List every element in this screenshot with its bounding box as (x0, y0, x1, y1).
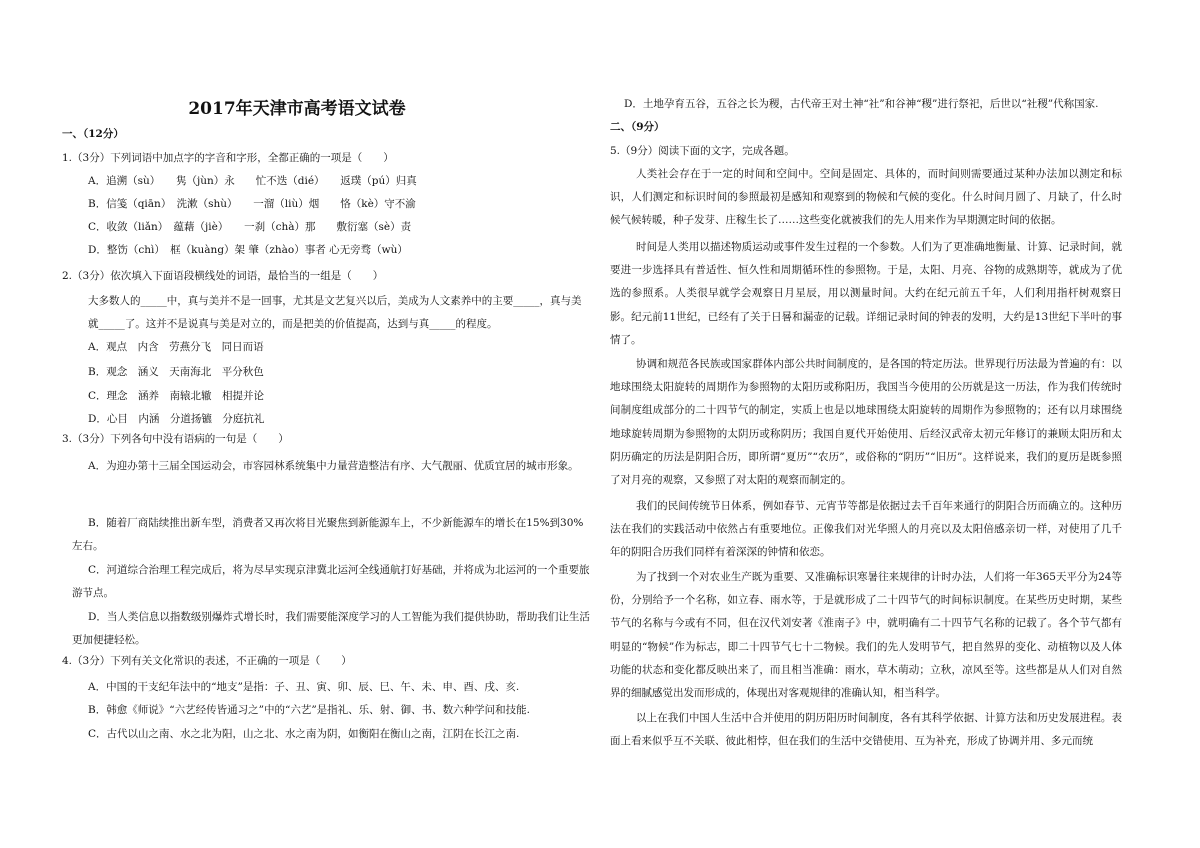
q5-paragraph-6: 以上在我们中国人生活中合并使用的阴历阳历时间制度，各有其科学依据、计算方法和历史发展进程。表面上看来似乎互不关联、彼此相悖，但在我们的生活中交错使用、互为补充，形成了协调并用、多元而统 (610, 712, 1122, 748)
q5-stem: 5.（9分）阅读下面的文字，完成各题。 (610, 145, 795, 157)
q4-option-a: A．中国的干支纪年法中的“地支”是指：子、丑、寅、卯、辰、巳、午、未、申、酉、戌、亥. (88, 681, 520, 693)
q2-option-c: C．理念 涵养 南辕北辙 相提并论 (88, 390, 265, 402)
q2-option-d: D．心目 内涵 分道扬镳 分庭抗礼 (88, 413, 265, 425)
q3-option-d-line2: 更加便捷轻松。 (72, 634, 146, 646)
q1-stem: 1.（3分）下列词语中加点字的字音和字形，全都正确的一项是（ ） (62, 152, 394, 164)
section-1-heading: 一、（12分） (62, 128, 124, 140)
q2-option-b: B．观念 涵义 天南海北 平分秋色 (88, 366, 264, 378)
q4-option-b: B．韩愈《师说》“六艺经传皆通习之”中的“六艺”是指礼、乐、射、御、书、数六种学问和技能. (88, 704, 531, 716)
section-2-heading: 二、（9分） (610, 121, 665, 133)
q4-stem: 4.（3分）下列有关文化常识的表述，不正确的一项是（ ） (62, 655, 352, 667)
q4-option-c: C．古代以山之南、水之北为阳，山之北、水之南为阴，如衡阳在衡山之南，江阴在长江之南. (88, 728, 520, 740)
page-title: 2017年天津市高考语文试卷 (188, 99, 406, 119)
q3-stem: 3.（3分）下列各句中没有语病的一句是（ ） (62, 433, 289, 445)
q2-passage-line1: 大多数人的_____中，真与美并不是一回事，尤其是文艺复兴以后，美成为人文素养中的主要_____，真与美 (88, 295, 582, 307)
q5-paragraph-2: 时间是人类用以描述物质运动或事件发生过程的一个参数。人们为了更准确地衡量、计算、记录时间，就要进一步选择具有普适性、恒久性和周期循环性的参照物。于是，太阳、月亮、谷物的成熟期等，就成为了优选的参照系。人类很早就学会观察日月星辰，用以测量时间。大约在纪元前五千年，人们利用指杆树观察日影。纪元前11世纪，已经有了关于日晷和漏壶的记载。详细记录时间的钟表的发明，大约是13世纪下半叶的事情了。 (610, 241, 1122, 346)
q5-paragraph-4: 我们的民间传统节日体系，例如春节、元宵节等都是依据过去千百年来通行的阴阳合历而确立的。这种历法在我们的实践活动中依然占有重要地位。正像我们对光华照人的月亮以及太阳倍感亲切一样，对使用了几千年的阴阳合历我们同样有着深深的钟情和依恋。 (610, 500, 1122, 559)
q2-option-a: A．观点 内含 劳燕分飞 同日而语 (88, 341, 264, 353)
q1-option-a: A．追溯（sù） 隽（jùn）永 忙不迭（dié） 返璞（pú）归真 (88, 175, 417, 187)
q5-paragraph-5: 为了找到一个对农业生产既为重要、又准确标识寒暑往来规律的计时办法，人们将一年365天平分为24等份，分别给予一个名称，如立春、雨水等，于是就形成了二十四节气的时间标识制度。在某些历史时期，某些节气的名称与今或有不同，但在汉代刘安著《淮南子》中，就明确有二十四节气名称的记载了。各个节气都有明显的“物候”作为标志，即二十四节气七十二物候。我们的先人发明节气，把自然界的变化、动植物以及人体功能的状态和变化都反映出来了，而且相当准确：雨水，草木萌动；立秋，凉风至等。这些都是从人们对自然界的细腻感觉出发而形成的，体现出对客观规律的准确认知，相当科学。 (610, 571, 1122, 700)
q3-option-c-line2: 游节点。 (72, 587, 114, 599)
q1-option-b: B．信笺（qiān） 洗漱（shù） 一溜（liù）烟 恪（kè）守不渝 (88, 198, 416, 210)
q5-paragraph-3: 协调和规范各民族或国家群体内部公共时间制度的，是各国的特定历法。世界现行历法最为普遍的有：以地球围绕太阳旋转的周期作为参照物的太阳历或称阳历，我国当今使用的公历就是这一历法，作为我们传统时间制度组成部分的二十四节气的制定，实质上也是以地球围绕太阳旋转的周期作为参照物的；还有以月球围绕地球旋转周期为参照物的太阴历或称阴历；我国自夏代开始使用、后经汉武帝太初元年修订的兼顾太阳历和太阴历确定的历法是阴阳合历，即所谓“夏历”“农历”，或俗称的“阴历”“旧历”。这样说来，我们的夏历是既参照了对月亮的观察，又参照了对太阳的观察而制定的。 (610, 358, 1122, 487)
q1-option-c: C．收敛（liǎn） 蕴藉（jiè） 一刹（chà）那 敷衍塞（sè）责 (88, 221, 412, 233)
q2-passage-line2: 就_____了。这并不是说真与美是对立的，而是把美的价值提高，达到与真_____的程度。 (88, 318, 498, 330)
q2-stem: 2.（3分）依次填入下面语段横线处的词语，最恰当的一组是（ ） (62, 270, 384, 282)
q3-option-b-line2: 左右。 (72, 540, 104, 552)
q4-option-d: D．土地孕育五谷，五谷之长为稷，古代帝王对土神“社”和谷神“稷”进行祭祀，后世以“社稷”代称国家. (624, 98, 1099, 110)
q3-option-c-line1: C．河道综合治理工程完成后，将为尽早实现京津冀北运河全线通航打好基础，并将成为北运河的一个重要旅 (88, 564, 590, 576)
q3-option-a: A．为迎办第十三届全国运动会，市容园林系统集中力量营造整洁有序、大气靓丽、优质宜居的城市形象。 (88, 460, 579, 472)
q1-option-d: D．整饬（chì） 框（kuàng）架 肇（zhào）事者 心无旁骛（wù） (88, 244, 408, 256)
q3-option-d-line1: D．当人类信息以指数级别爆炸式增长时，我们需要能深度学习的人工智能为我们提供协助，帮助我们让生活 (88, 611, 590, 623)
q3-option-b-line1: B．随着厂商陆续推出新车型，消费者又再次将目光聚焦到新能源车上，不少新能源车的增长在15%到30% (88, 517, 584, 529)
q5-paragraph-1: 人类社会存在于一定的时间和空间中。空间是固定、具体的，而时间则需要通过某种办法加以测定和标识，人们测定和标识时间的参照最初是感知和观察到的物候和气候的变化。什么时间月圆了、月缺了，什么时候气候转暖，种子发芽、庄稼生长了……这些变化就被我们的先人用来作为早期测定时间的依据。 (610, 168, 1122, 227)
